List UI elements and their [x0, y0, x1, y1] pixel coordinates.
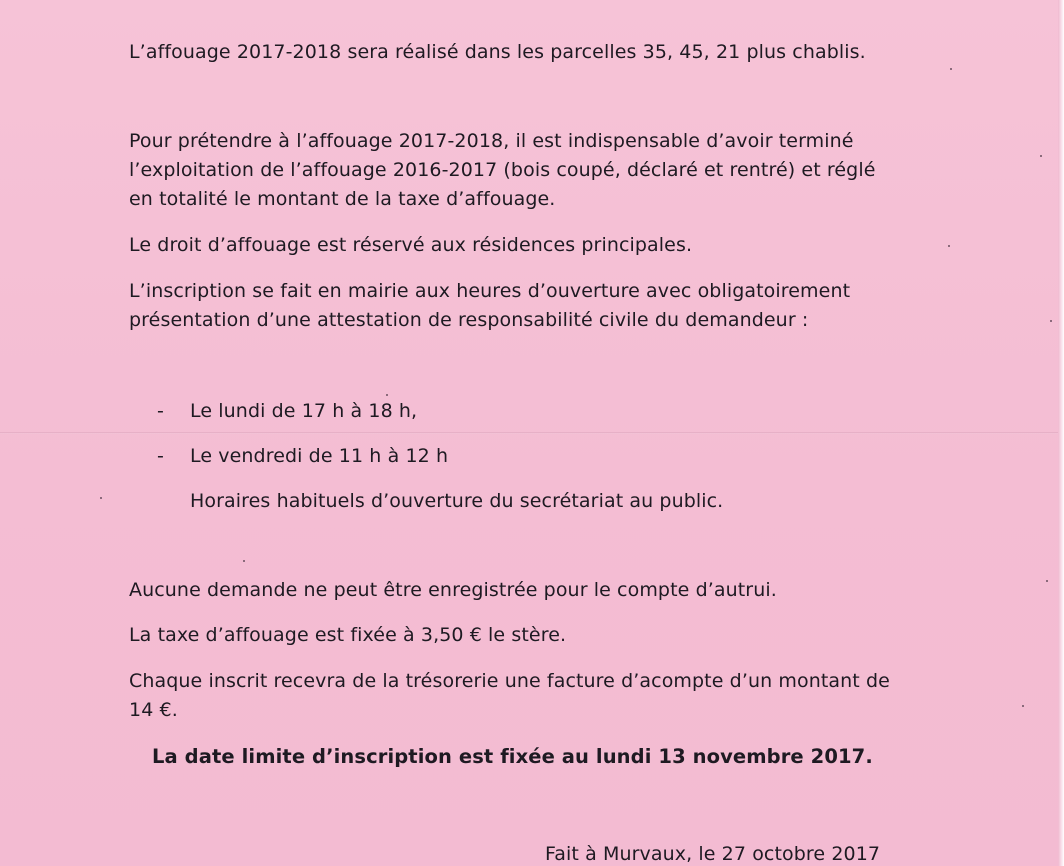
residences-line: Le droit d’affouage est réservé aux résidences principales.: [129, 234, 693, 256]
hours-item-monday: Le lundi de 17 h à 18 h,: [190, 400, 418, 422]
requirement-line-1: Pour prétendre à l’affouage 2017-2018, il est indispensable d’avoir terminé: [129, 130, 854, 152]
no-proxy-line: Aucune demande ne peut être enregistrée pour le compte d’autrui.: [129, 579, 777, 601]
scan-speck: [948, 245, 950, 247]
signature-place-date: Fait à Murvaux, le 27 octobre 2017: [545, 843, 881, 865]
inscription-line-1: L’inscription se fait en mairie aux heures d’ouverture avec obligatoirement: [129, 280, 851, 302]
hours-note: Horaires habituels d’ouverture du secrétariat au public.: [190, 490, 724, 512]
scan-speck: [1046, 580, 1048, 582]
parcels-line: L’affouage 2017-2018 sera réalisé dans les parcelles 35, 45, 21 plus chablis.: [129, 41, 866, 63]
paper-fold-line: [0, 432, 1064, 434]
scan-speck: [950, 68, 952, 70]
invoice-line-1: Chaque inscrit recevra de la trésorerie une facture d’acompte d’un montant de: [129, 670, 890, 692]
hours-item-friday: Le vendredi de 11 h à 12 h: [190, 445, 449, 467]
requirement-line-3: en totalité le montant de la taxe d’affouage.: [129, 188, 556, 210]
invoice-line-2: 14 €.: [129, 699, 178, 721]
requirement-line-2: l’exploitation de l’affouage 2016-2017 (bois coupé, déclaré et rentré) et réglé: [129, 159, 876, 181]
deadline-notice: La date limite d’inscription est fixée au lundi 13 novembre 2017.: [152, 745, 873, 768]
tax-line: La taxe d’affouage est fixée à 3,50 € le stère.: [129, 624, 567, 646]
paper-right-edge: [1058, 0, 1064, 866]
scan-speck: [1050, 320, 1052, 322]
scan-speck: [1022, 705, 1024, 707]
scan-speck: [100, 497, 102, 499]
hours-bullet: -: [157, 445, 164, 467]
inscription-line-2: présentation d’une attestation de responsabilité civile du demandeur :: [129, 309, 809, 331]
scan-speck: [386, 394, 388, 396]
scan-speck: [1040, 155, 1042, 157]
scan-speck: [243, 560, 245, 562]
hours-bullet: -: [157, 400, 164, 422]
